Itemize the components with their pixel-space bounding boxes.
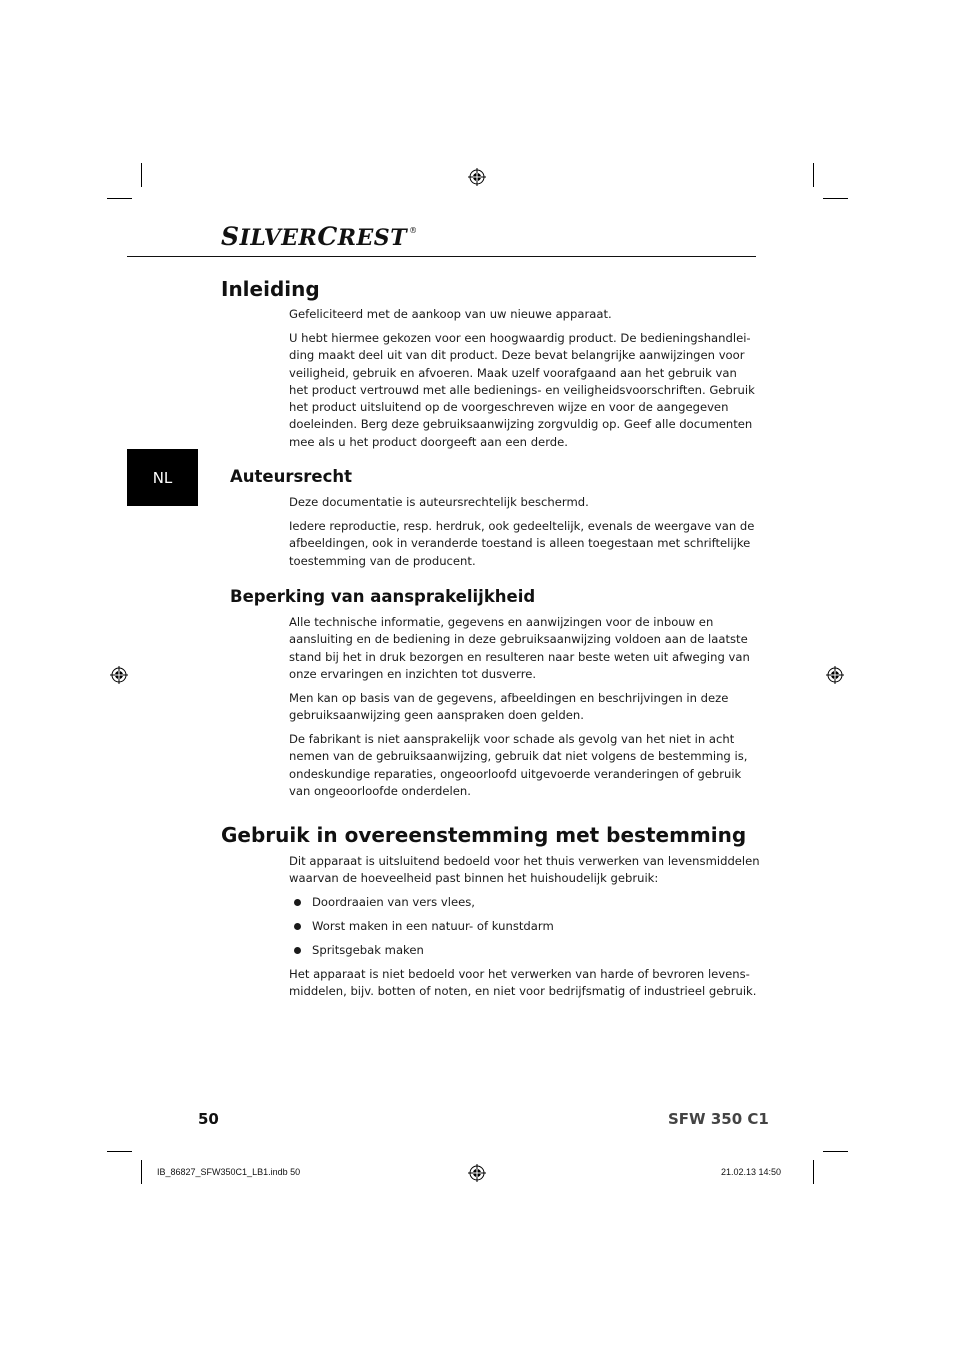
bullet-icon bbox=[294, 947, 301, 954]
header-rule bbox=[127, 256, 756, 257]
section-title-auteursrecht: Auteursrecht bbox=[230, 467, 353, 486]
crop-mark bbox=[107, 198, 132, 199]
crop-mark bbox=[141, 1160, 142, 1184]
page-number: 50 bbox=[198, 1110, 219, 1128]
section-title-beperking: Beperking van aansprakelijkheid bbox=[230, 587, 536, 606]
registration-mark-icon bbox=[110, 666, 128, 684]
paragraph: U hebt hiermee gekozen voor een hoogwaardig product. De bedieningshandlei- ding maakt deel uit van dit product. Deze bevat belangrijke aanwijzingen voor veiligheid, gebruik en afvoeren. Maak uzelf voorafgaand aan het gebruik van het product vertrouwd met alle bedienings- en veiligheidsvoorschriften. Gebruik het product uitsluitend op de voorgeschreven wijze en voor de aangegeven doeleinden. Berg deze gebruiksaanwijzing zorgvuldig op. Geef alle documenten mee als u het product doorgeeft aan een derde. bbox=[289, 331, 755, 449]
crop-mark bbox=[823, 198, 848, 199]
crop-mark bbox=[823, 1151, 848, 1152]
registration-mark-icon bbox=[826, 666, 844, 684]
model-name: SFW 350 C1 bbox=[668, 1110, 769, 1128]
crop-mark bbox=[107, 1151, 132, 1152]
section-title-inleiding: Inleiding bbox=[221, 277, 320, 301]
registration-mark-icon bbox=[468, 1164, 486, 1182]
registration-mark-icon bbox=[468, 168, 486, 186]
crop-mark bbox=[813, 1160, 814, 1184]
paragraph: Alle technische informatie, gegevens en aanwijzingen voor de inbouw en aansluiting en de bediening in deze gebruiksaanwijzing voldoen aan de laatste stand bij het in druk bezorgen en resulteren naar beste weten uit afweging van onze ervaringen en inzichten tot dusverre. bbox=[289, 615, 750, 681]
bullet-icon bbox=[294, 923, 301, 930]
paragraph: Iedere reproductie, resp. herdruk, ook gedeeltelijk, evenals de weergave van de afbeeldingen, ook in veranderde toestand is alleen toegestaan met schriftelijke toestemming van de producent. bbox=[289, 519, 755, 568]
paragraph: De fabrikant is niet aansprakelijk voor schade als gevolg van het niet in acht nemen van de gebruiksaanwijzing, gebruik dat niet volgens de bestemming is, ondeskundige reparaties, ongeoorloofd uitgevoerde veranderingen of gebruik van ongeoorloofde onderdelen. bbox=[289, 732, 748, 798]
crop-mark bbox=[141, 163, 142, 187]
bullet-icon bbox=[294, 899, 301, 906]
paragraph: Deze documentatie is auteursrechtelijk beschermd. bbox=[289, 495, 589, 509]
section-title-gebruik: Gebruik in overeenstemming met bestemming bbox=[221, 823, 747, 847]
brand-logo: SILVERCREST ® bbox=[221, 222, 418, 251]
print-slug-file: IB_86827_SFW350C1_LB1.indb 50 bbox=[157, 1167, 301, 1177]
language-tab: NL bbox=[127, 449, 198, 506]
crop-mark bbox=[813, 163, 814, 187]
paragraph: Gefeliciteerd met de aankoop van uw nieuwe apparaat. bbox=[289, 307, 612, 321]
print-slug-date: 21.02.13 14:50 bbox=[721, 1167, 782, 1177]
paragraph: Het apparaat is niet bedoeld voor het verwerken van harde of bevroren levens- middelen, bijv. botten of noten, en niet voor bedrijfsmatig of industrieel gebruik. bbox=[289, 967, 757, 999]
paragraph: Dit apparaat is uitsluitend bedoeld voor het thuis verwerken van levensmiddelen waarvan de hoeveelheid past binnen het huishoudelijk gebruik: bbox=[289, 854, 760, 886]
paragraph: Men kan op basis van de gegevens, afbeeldingen en beschrijvingen in deze gebruiksaanwijzing geen aanspraken doen gelden. bbox=[289, 691, 729, 723]
